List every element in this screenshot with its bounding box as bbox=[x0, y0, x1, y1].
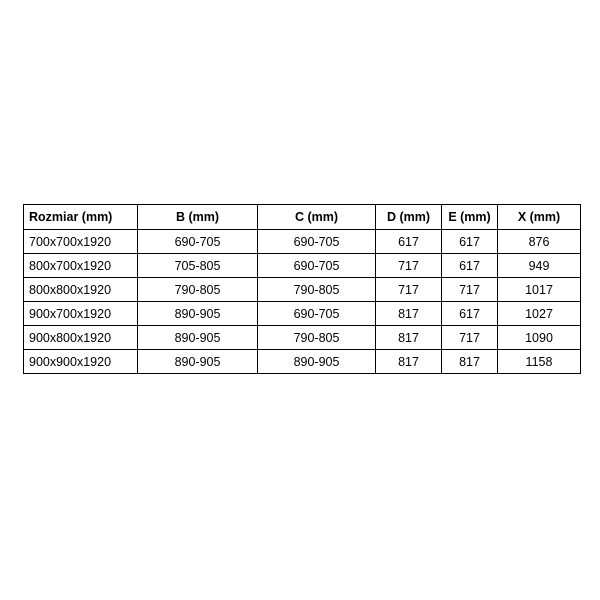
cell-c: 690-705 bbox=[258, 230, 376, 254]
table-row bbox=[24, 254, 581, 278]
dimensions-table-container bbox=[23, 204, 580, 374]
header-rozmiar: Rozmiar (mm) bbox=[24, 205, 138, 230]
cell-e: 717 bbox=[442, 326, 498, 350]
header-c: C (mm) bbox=[258, 205, 376, 230]
cell-d: 717 bbox=[376, 278, 442, 302]
cell-b: 890-905 bbox=[138, 350, 258, 374]
cell-rozmiar: 700x700x1920 bbox=[24, 230, 138, 254]
cell-e: 617 bbox=[442, 254, 498, 278]
cell-d: 817 bbox=[376, 326, 442, 350]
cell-e: 817 bbox=[442, 350, 498, 374]
cell-d: 617 bbox=[376, 230, 442, 254]
cell-c: 790-805 bbox=[258, 278, 376, 302]
cell-c: 890-905 bbox=[258, 350, 376, 374]
cell-c: 790-805 bbox=[258, 326, 376, 350]
table-row bbox=[24, 350, 581, 374]
table-row bbox=[24, 326, 581, 350]
header-d: D (mm) bbox=[376, 205, 442, 230]
cell-rozmiar: 800x800x1920 bbox=[24, 278, 138, 302]
cell-x: 1027 bbox=[498, 302, 581, 326]
table-row bbox=[24, 278, 581, 302]
header-x: X (mm) bbox=[498, 205, 581, 230]
cell-rozmiar: 900x700x1920 bbox=[24, 302, 138, 326]
cell-c: 690-705 bbox=[258, 254, 376, 278]
cell-rozmiar: 800x700x1920 bbox=[24, 254, 138, 278]
dimensions-table bbox=[23, 204, 581, 374]
cell-c: 690-705 bbox=[258, 302, 376, 326]
cell-b: 890-905 bbox=[138, 302, 258, 326]
cell-x: 949 bbox=[498, 254, 581, 278]
cell-rozmiar: 900x800x1920 bbox=[24, 326, 138, 350]
cell-rozmiar: 900x900x1920 bbox=[24, 350, 138, 374]
table-row bbox=[24, 302, 581, 326]
cell-b: 790-805 bbox=[138, 278, 258, 302]
header-e: E (mm) bbox=[442, 205, 498, 230]
cell-x: 1090 bbox=[498, 326, 581, 350]
cell-e: 617 bbox=[442, 302, 498, 326]
cell-x: 1017 bbox=[498, 278, 581, 302]
cell-d: 717 bbox=[376, 254, 442, 278]
cell-d: 817 bbox=[376, 302, 442, 326]
table-header-row bbox=[24, 205, 581, 230]
cell-x: 876 bbox=[498, 230, 581, 254]
cell-b: 690-705 bbox=[138, 230, 258, 254]
cell-e: 617 bbox=[442, 230, 498, 254]
table-row bbox=[24, 230, 581, 254]
header-b: B (mm) bbox=[138, 205, 258, 230]
cell-b: 890-905 bbox=[138, 326, 258, 350]
cell-x: 1158 bbox=[498, 350, 581, 374]
cell-b: 705-805 bbox=[138, 254, 258, 278]
cell-e: 717 bbox=[442, 278, 498, 302]
cell-d: 817 bbox=[376, 350, 442, 374]
